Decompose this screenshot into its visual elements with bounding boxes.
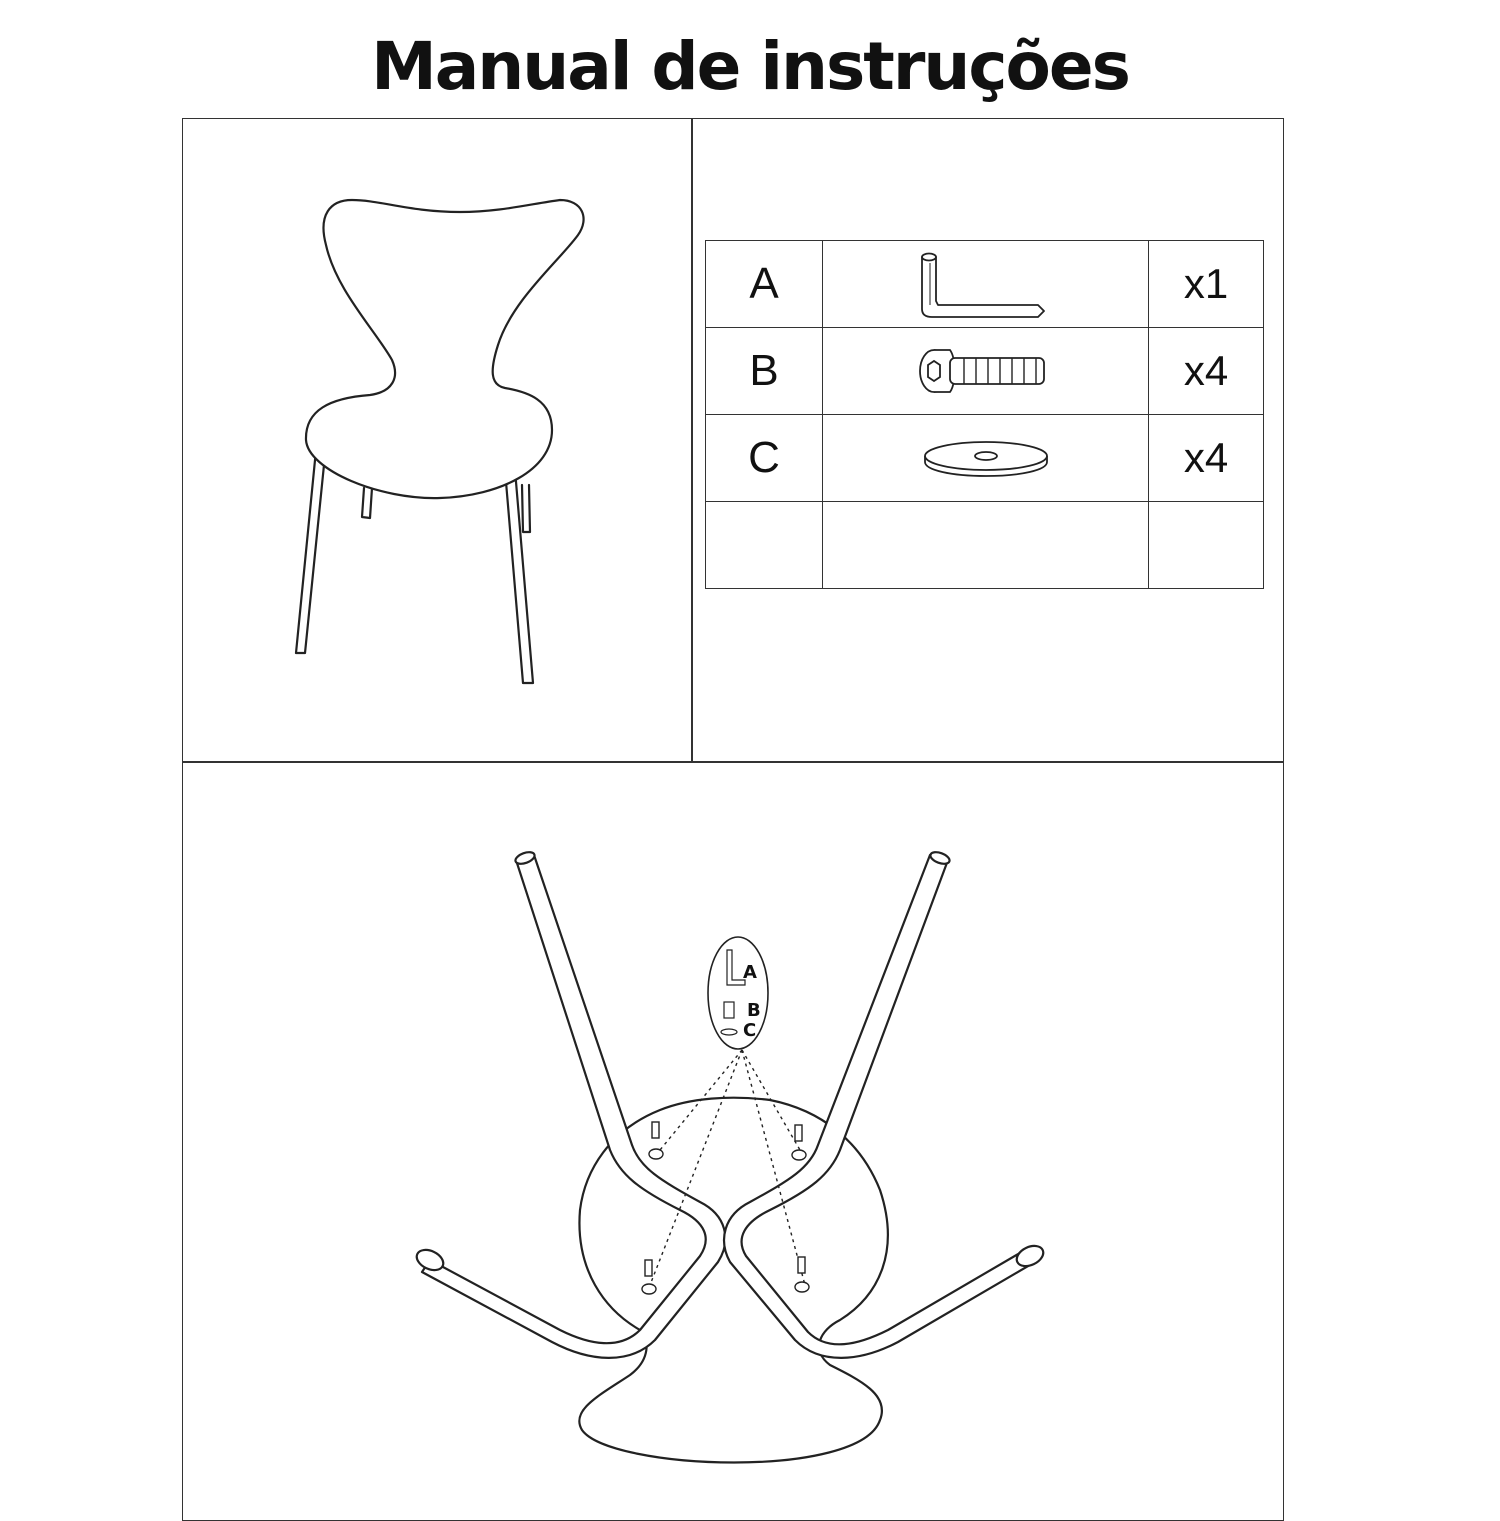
parts-callout-bubble: [708, 937, 768, 1049]
page-title: Manual de instruções: [371, 28, 1129, 105]
part-letter: C: [706, 415, 823, 502]
callout-label-a: A: [743, 962, 757, 983]
part-letter: B: [706, 328, 823, 415]
callout-label-c: C: [743, 1020, 757, 1041]
callout-label-b: B: [747, 1000, 761, 1021]
part-letter: A: [706, 241, 823, 328]
part-qty: x1: [1149, 241, 1264, 328]
part-qty: x4: [1149, 415, 1264, 502]
part-qty: x4: [1149, 328, 1264, 415]
